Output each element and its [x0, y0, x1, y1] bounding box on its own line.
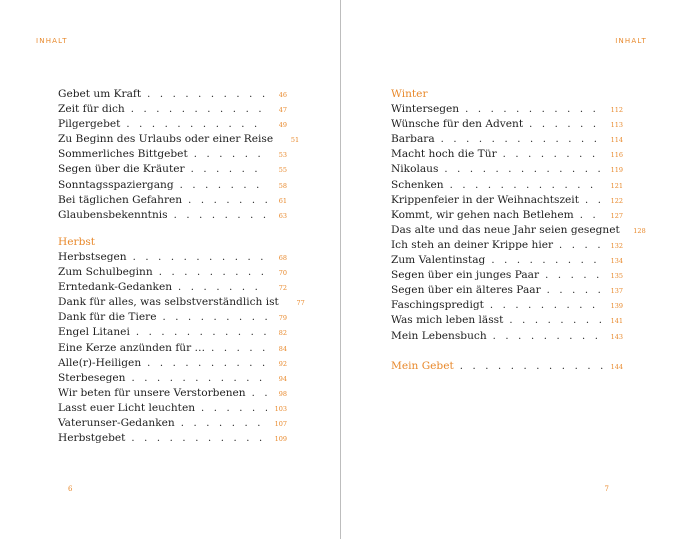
page-number-left: 6 [68, 485, 73, 493]
dot-leader [191, 162, 267, 177]
dot-leader [147, 356, 267, 371]
toc-entry[interactable] [58, 193, 287, 208]
toc-entry[interactable] [58, 208, 287, 223]
toc-entry-title: Barbara [391, 133, 435, 146]
dot-leader [465, 102, 603, 117]
toc-entry-page: 114 [610, 136, 623, 145]
toc-entry[interactable] [58, 341, 287, 356]
toc-entry[interactable] [58, 401, 287, 416]
toc-entry[interactable] [391, 223, 646, 238]
toc-entry-title: Vaterunser-Gedanken [58, 416, 175, 429]
dot-leader [159, 265, 267, 280]
toc-entry[interactable] [391, 147, 623, 162]
dot-leader [126, 117, 267, 132]
dot-leader [547, 283, 603, 298]
toc-entry[interactable] [58, 295, 305, 310]
dot-leader [131, 102, 267, 117]
toc-entry[interactable] [391, 238, 623, 253]
toc-entry-title: Wünsche für den Advent [391, 118, 524, 131]
dot-leader [491, 253, 603, 268]
toc-left [58, 87, 305, 446]
dot-leader [460, 359, 603, 374]
toc-entry[interactable] [391, 162, 623, 177]
toc-entry[interactable] [391, 268, 623, 283]
toc-entry[interactable] [58, 416, 287, 431]
toc-entry-page: 112 [610, 106, 623, 115]
toc-entry-title: Eine Kerze anzünden für … [58, 341, 206, 354]
toc-group-right-1 [391, 102, 646, 344]
toc-entry-page: 98 [278, 389, 287, 398]
toc-entry-page: 77 [296, 299, 305, 308]
toc-entry[interactable] [58, 132, 300, 147]
dot-leader [147, 87, 267, 102]
toc-entry-page: 70 [278, 269, 287, 278]
section-spacer [391, 344, 623, 359]
toc-entry-page: 82 [278, 329, 287, 338]
toc-entry-title: Krippenfeier in der Weihnachtszeit [391, 193, 579, 206]
toc-group-left-2 [58, 250, 305, 446]
toc-entry-title: Segen über ein älteres Paar [391, 284, 541, 297]
toc-entry-page: 94 [278, 374, 287, 383]
toc-entry-page: 109 [274, 435, 287, 444]
toc-entry-title: Ich steh an deiner Krippe hier [391, 238, 554, 251]
section-heading-herbst[interactable]: Herbst [58, 235, 96, 248]
toc-entry-title: Erntedank-Gedanken [58, 281, 173, 294]
toc-entry-page: 137 [610, 287, 623, 296]
dot-leader [580, 208, 603, 223]
toc-entry-title: Alle(r)-Heiligen [58, 356, 142, 369]
section-heading-winter[interactable]: Winter [391, 88, 428, 100]
toc-entry[interactable] [58, 431, 287, 446]
toc-entry-title: Wintersegen [391, 103, 460, 116]
dot-leader [252, 386, 267, 401]
toc-entry[interactable] [58, 356, 287, 371]
toc-entry[interactable] [58, 117, 287, 132]
toc-entry-title: Mein Gebet [391, 359, 454, 372]
toc-entry-title: Pilgergebet [58, 118, 121, 131]
toc-entry[interactable] [58, 178, 287, 193]
toc-entry-page: 132 [610, 241, 623, 250]
toc-entry-page: 141 [610, 317, 623, 326]
toc-entry-page: 68 [278, 253, 287, 262]
toc-entry-title: Faschingspredigt [391, 299, 484, 312]
toc-entry-page: 116 [610, 151, 623, 160]
toc-entry[interactable] [58, 102, 287, 117]
toc-entry-page: 128 [633, 226, 646, 235]
toc-entry-page: 92 [278, 359, 287, 368]
toc-entry-title: Herbstsegen [58, 250, 127, 263]
toc-entry-title: Zum Schulbeginn [58, 266, 153, 279]
toc-entry[interactable] [391, 102, 623, 117]
toc-entry-page: 61 [278, 196, 287, 205]
toc-entry-page: 79 [278, 314, 287, 323]
toc-entry-title: Bei täglichen Gefahren [58, 193, 183, 206]
dot-leader [493, 329, 603, 344]
dot-leader [503, 147, 603, 162]
toc-entry-page: 47 [278, 106, 287, 115]
toc-entry-title: Zu Beginn des Urlaubs oder einer Reise [58, 133, 274, 146]
toc-entry-title: Nikolaus [391, 163, 439, 176]
dot-leader [211, 341, 267, 356]
toc-entry-title: Zum Valentinstag [391, 254, 486, 267]
toc-entry[interactable] [58, 265, 287, 280]
toc-entry[interactable] [391, 283, 623, 298]
toc-entry-title: Was mich leben lässt [391, 314, 504, 327]
toc-entry-title: Engel Litanei [58, 326, 130, 339]
toc-entry-page: 55 [278, 166, 287, 175]
toc-entry-page: 84 [278, 344, 287, 353]
toc-entry-title: Macht hoch die Tür [391, 148, 497, 161]
toc-entry-title: Schenken [391, 178, 444, 191]
toc-entry-page: 139 [610, 302, 623, 311]
toc-entry[interactable] [58, 325, 287, 340]
toc-entry[interactable] [391, 329, 623, 344]
toc-entry-title: Gebet um Kraft [58, 88, 142, 100]
toc-entry-title: Kommt, wir gehen nach Betlehem [391, 208, 574, 221]
dot-leader [490, 298, 603, 313]
running-head-left: INHALT [36, 37, 68, 45]
toc-entry-page: 143 [610, 332, 623, 341]
toc-entry-title: Mein Lebensbuch [391, 329, 487, 342]
toc-entry-page: 51 [290, 136, 300, 145]
dot-leader [450, 178, 603, 193]
dot-leader [136, 325, 267, 340]
toc-entry[interactable] [391, 117, 623, 132]
toc-entry[interactable] [391, 208, 623, 223]
dot-leader [444, 162, 603, 177]
toc-right [391, 87, 646, 374]
toc-entry-title: Segen über ein junges Paar [391, 269, 540, 282]
toc-entry[interactable] [391, 178, 623, 193]
toc-entry[interactable] [58, 147, 287, 162]
toc-entry-page: 135 [610, 272, 623, 281]
toc-entry-mein-gebet[interactable] [391, 359, 623, 374]
toc-entry-page: 122 [610, 196, 623, 205]
toc-entry-page: 58 [278, 181, 287, 190]
toc-entry-title: Lasst euer Licht leuchten [58, 401, 196, 414]
toc-entry[interactable] [391, 313, 623, 328]
dot-leader [201, 401, 267, 416]
toc-entry-page: 103 [274, 404, 287, 413]
dot-leader [180, 178, 267, 193]
toc-entry-title: Sommerliches Bittgebet [58, 148, 188, 161]
toc-entry-page: 119 [610, 166, 623, 175]
toc-entry-page: 107 [274, 419, 287, 428]
toc-entry-page: 144 [610, 362, 623, 371]
dot-leader [441, 132, 603, 147]
toc-entry-title: Zeit für dich [58, 103, 125, 116]
section-spacer [58, 223, 287, 235]
dot-leader [174, 208, 267, 223]
toc-entry[interactable] [58, 87, 287, 102]
toc-entry-page: 134 [610, 257, 623, 266]
toc-entry[interactable] [391, 193, 623, 208]
dot-leader [509, 313, 603, 328]
toc-entry-page: 53 [278, 151, 287, 160]
toc-entry-page: 113 [610, 121, 623, 130]
dot-leader [181, 416, 267, 431]
dot-leader [188, 193, 267, 208]
dot-leader [133, 250, 267, 265]
toc-entry[interactable] [391, 298, 623, 313]
toc-entry-page: 49 [278, 121, 287, 130]
running-head-right: INHALT [615, 37, 647, 45]
dot-leader [545, 268, 603, 283]
toc-entry-title: Sterbesegen [58, 371, 126, 384]
dot-leader [559, 238, 603, 253]
toc-entry[interactable] [58, 371, 287, 386]
dot-leader [162, 310, 267, 325]
toc-entry-title: Dank für alles, was selbstverständlich ist [58, 296, 279, 309]
toc-entry-title: Sonntagsspaziergang [58, 178, 174, 191]
dot-leader [194, 147, 267, 162]
page-number-right: 7 [604, 485, 609, 493]
toc-entry[interactable] [391, 253, 623, 268]
toc-entry-title: Dank für die Tiere [58, 311, 157, 324]
dot-leader [529, 117, 603, 132]
dot-leader [131, 431, 267, 446]
toc-entry[interactable] [58, 250, 287, 265]
toc-group-left-1 [58, 87, 300, 223]
toc-entry-page: 46 [278, 91, 287, 99]
dot-leader [178, 280, 267, 295]
toc-entry-page: 127 [610, 211, 623, 220]
toc-entry[interactable] [58, 162, 287, 177]
right-page [341, 0, 680, 539]
toc-entry-page: 121 [610, 181, 623, 190]
toc-entry[interactable] [58, 310, 287, 325]
toc-entry-title: Glaubensbekenntnis [58, 208, 168, 221]
toc-entry-title: Segen über die Kräuter [58, 163, 185, 176]
toc-entry[interactable] [58, 280, 287, 295]
toc-entry[interactable] [391, 132, 623, 147]
toc-entry-title: Wir beten für unsere Verstorbenen [58, 386, 246, 399]
dot-leader [131, 371, 267, 386]
toc-entry-title: Herbstgebet [58, 432, 126, 445]
dot-leader [585, 193, 603, 208]
toc-entry[interactable] [58, 386, 287, 401]
toc-entry-title: Das alte und das neue Jahr seien gesegnet [391, 223, 620, 236]
toc-entry-page: 63 [278, 211, 287, 220]
toc-entry-page: 72 [278, 284, 287, 293]
